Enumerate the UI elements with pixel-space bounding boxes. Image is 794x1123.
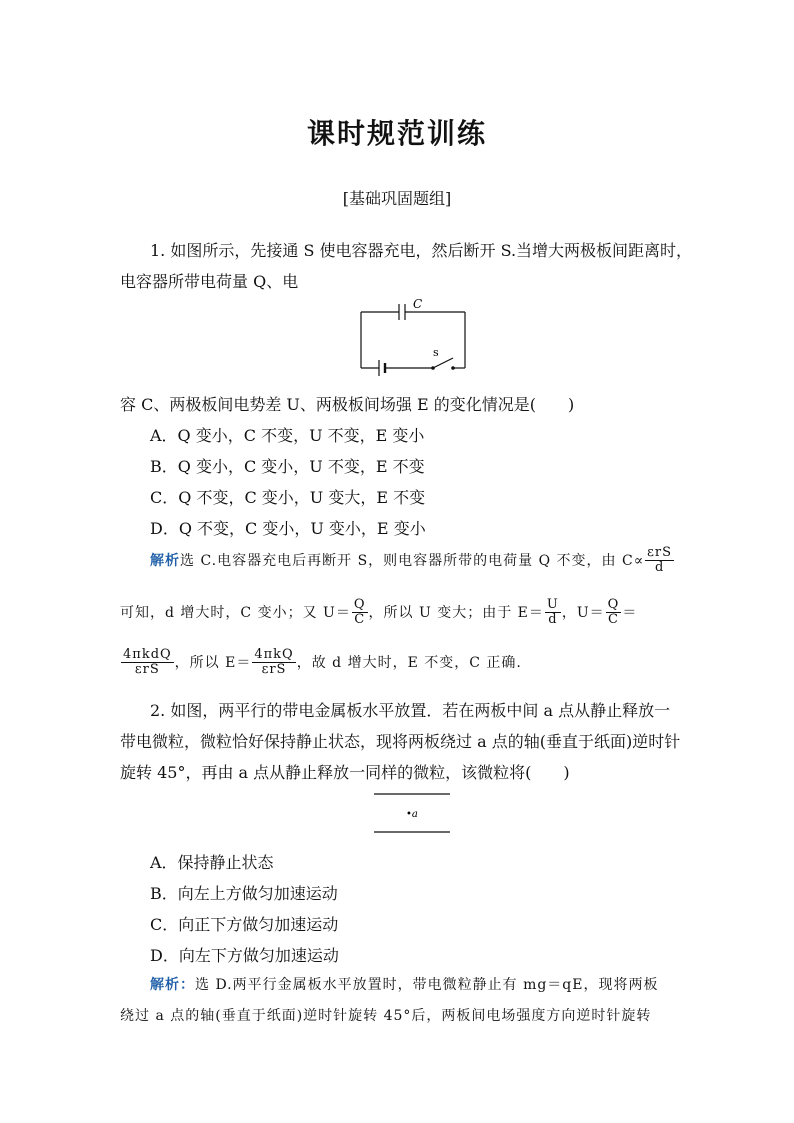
q1-analysis-line2: 可知，d 增大时，C 变小；又 U＝ $\frac{Q}{C}$ ，所以 U 变大；由于 E＝ $\frac{U}{d}$ ，U＝ $\frac{Q}{C}$ ＝: [120, 597, 638, 628]
q1-stem-line3: 容 C、两极板间电势差 U、两极板间场强 E 的变化情况是( ): [120, 395, 575, 414]
q2-option-c: C．向正下方做匀加速运动: [150, 915, 339, 934]
q2-stem-line2: 带电微粒，微粒恰好保持静止状态，现将两板绕过 a 点的轴(垂直于纸面)逆时针: [120, 732, 681, 751]
q2-option-d: D．向左下方做匀加速运动: [150, 946, 339, 965]
fraction: $\frac{Q}{C}$: [607, 597, 620, 628]
capacitor-circuit-diagram: [355, 294, 470, 376]
parallel-plates-diagram: [370, 790, 454, 836]
fraction: $\frac{\text{4πkQ}}{\text{εrS}}$: [254, 647, 294, 678]
fraction: $\frac{Q}{C}$: [353, 597, 366, 628]
q1-stem-line1: 1. 如图所示，先接通 S 使电容器充电，然后断开 S.当增大两极板间距离时，: [150, 241, 693, 260]
fraction: $\frac{\text{4πkdQ}}{\text{εrS}}$: [123, 647, 172, 678]
q2-option-a: A．保持静止状态: [150, 853, 274, 872]
q1-stem-line2: 电容器所带电荷量 Q、电: [120, 272, 299, 291]
q2-option-b: B．向左上方做匀加速运动: [150, 884, 338, 903]
q1-analysis-line3: $\frac{\text{4πkdQ}}{\text{εrS}}$ ，所以 E＝ $\frac{\text{4πkQ}}{\text{εrS}}$ ，故 d 增大时，E 不变，C 正确.: [123, 647, 522, 678]
switch-label: s: [433, 346, 439, 359]
q1-option-d: D．Q 不变，C 变小，U 变小，E 变小: [150, 519, 426, 538]
q1-analysis-line1: [150, 546, 675, 576]
analysis-text: 选 C.电容器充电后再断开 S，则电容器所带的电荷量 Q 不变，由 C∝: [180, 552, 645, 569]
fraction: $\frac{U}{d}$: [546, 597, 559, 628]
section-heading: [基础巩固题组]: [342, 189, 452, 208]
q2-stem-line3: 旋转 45°，再由 a 点从静止释放一同样的微粒，该微粒将( ): [120, 763, 570, 782]
q1-option-b: B．Q 变小，C 变小，U 不变，E 不变: [150, 457, 425, 476]
q2-stem-line1: 2. 如图，两平行的带电金属板水平放置．若在两板中间 a 点从静止释放一: [150, 701, 671, 720]
page-title: 课时规范训练: [306, 117, 487, 150]
q2-analysis-line2: 绕过 a 点的轴(垂直于纸面)逆时针旋转 45°后，两板间电场强度方向逆时针旋转: [120, 1008, 652, 1024]
analysis-label: 解析：: [150, 977, 195, 993]
q1-option-c: C．Q 不变，C 变小，U 变大，E 不变: [150, 488, 426, 507]
point-a-label: •a: [406, 809, 418, 820]
q2-analysis-line1: 解析：选 D.两平行金属板水平放置时，带电微粒静止有 mg＝qE，现将两板: [150, 977, 659, 993]
analysis-label: 解析: [150, 552, 180, 569]
q1-option-a: A．Q 变小，C 不变，U 不变，E 变小: [150, 426, 425, 445]
fraction: $\frac{\text{εrS}}{d}$: [647, 545, 673, 576]
capacitor-label: C: [413, 297, 423, 311]
